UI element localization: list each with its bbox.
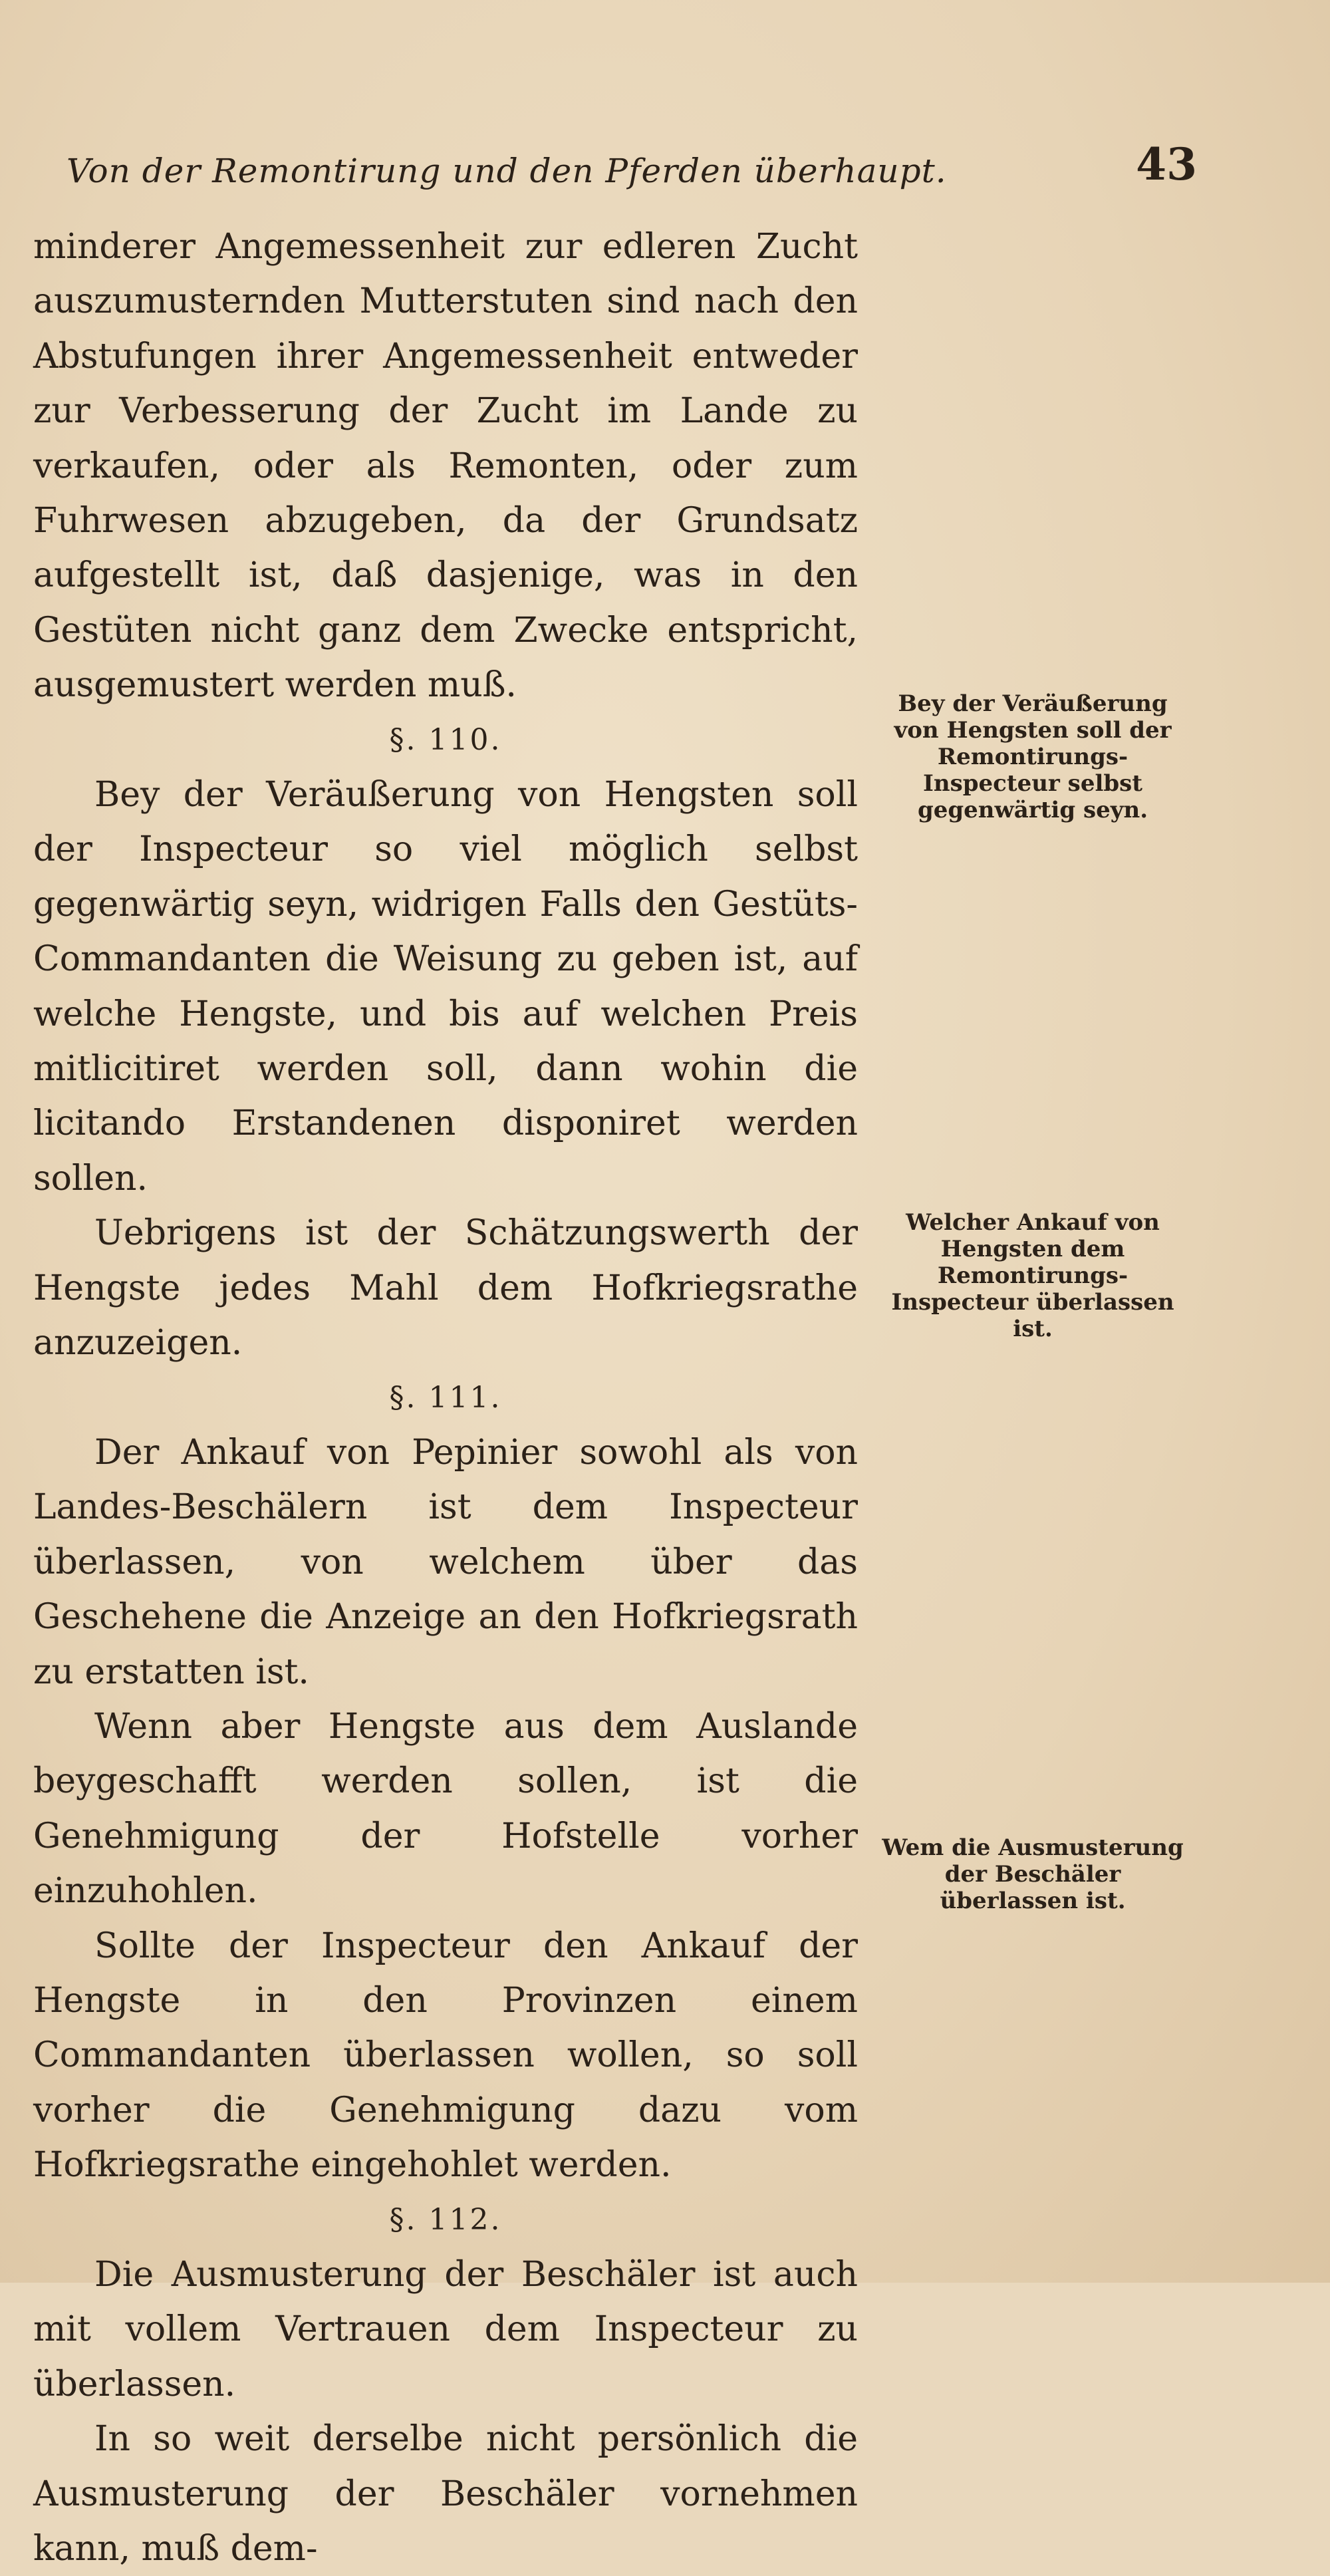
main-text-column	[33, 219, 858, 2576]
margin-note-111: Welcher Ankauf von Hengsten dem Remontirungs-Inspecteur überlassen ist.	[891, 1209, 1174, 1342]
page-number: 43	[1136, 138, 1197, 190]
section-111-paragraph-1: Der Ankauf von Pepinier sowohl als von Landes-Beschälern ist dem Inspecteur überlassen, von welchem über das Geschehene die Anzeige an den Hofkriegsrath zu erstatten ist.	[33, 1432, 858, 1692]
section-heading-110: §. 110.	[389, 722, 502, 757]
margin-note-112: Wem die Ausmusterung der Beschäler überlassen ist.	[882, 1834, 1184, 1914]
page-header	[66, 138, 1197, 205]
section-111-paragraph-2: Wenn aber Hengste aus dem Auslande beygeschafft werden sollen, ist die Genehmigung der Hofstelle vorher einzuhohlen.	[33, 1706, 858, 1912]
section-112-paragraph-2: In so weit derselbe nicht persönlich die Ausmusterung der Beschäler vornehmen kann, muß dem-	[33, 2419, 858, 2569]
running-head: Von der Remontirung und den Pferden überhaupt.	[66, 152, 947, 190]
section-heading-111: §. 111.	[389, 1380, 502, 1415]
margin-note-110: Bey der Veräußerung von Hengsten soll der Remontirungs-Inspecteur selbst gegenwärtig seyn.	[894, 690, 1172, 823]
section-110-paragraph-1: Bey der Veräußerung von Hengsten soll der Inspecteur so viel möglich selbst gegenwärtig seyn, widrigen Falls den Gestüts-Commandanten die Weisung zu geben ist, auf welche Hengste, und bis auf welchen Preis mitlicitiret werden soll, dann wohin die licitando Erstandenen disponiret werden sollen.	[33, 775, 858, 1199]
section-110-paragraph-2: Uebrigens ist der Schätzungswerth der Hengste jedes Mahl dem Hofkriegsrathe anzuzeigen.	[33, 1213, 858, 1363]
section-heading-112: §. 112.	[389, 2202, 502, 2237]
section-111-paragraph-3: Sollte der Inspecteur den Ankauf der Hengste in den Provinzen einem Commandanten überlassen wollen, so soll vorher die Genehmigung dazu vom Hofkriegsrathe eingehohlet werden.	[33, 1926, 858, 2186]
section-112-paragraph-1: Die Ausmusterung der Beschäler ist auch mit vollem Vertrauen dem Inspecteur zu überlassen.	[33, 2254, 858, 2404]
intro-paragraph: minderer Angemessenheit zur edleren Zucht auszumusternden Mutterstuten sind nach den Abstufungen ihrer Angemessenheit entweder zur Verbesserung der Zucht im Lande zu verkaufen, oder als Remonten, oder zum Fuhrwesen abzugeben, da der Grundsatz aufgestellt ist, daß dasjenige, was in den Gestüten nicht ganz dem Zwecke entspricht, ausgemustert werden muß.	[33, 227, 858, 706]
